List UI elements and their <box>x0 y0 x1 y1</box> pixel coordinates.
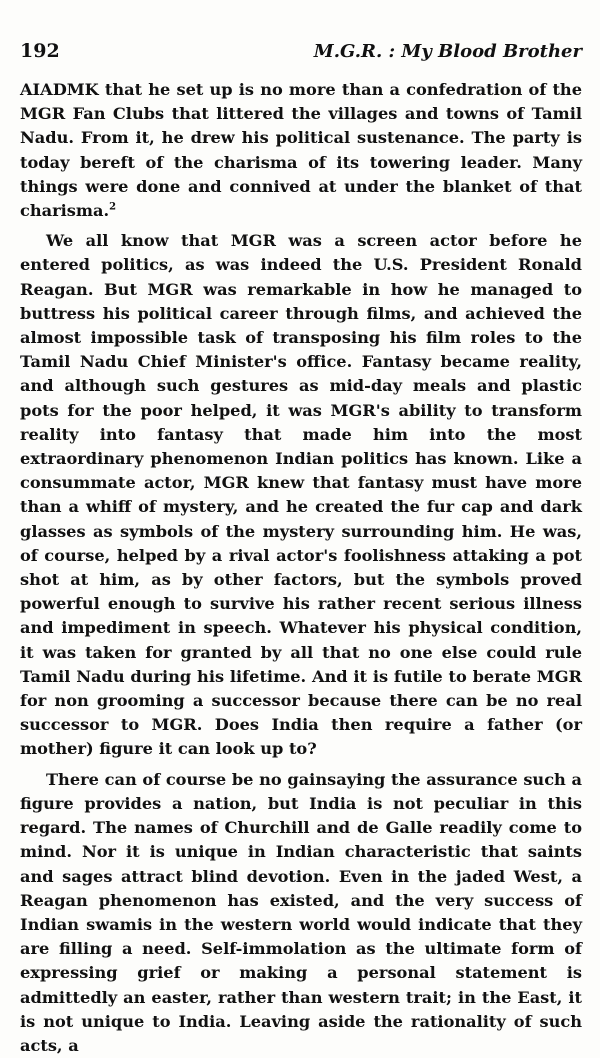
paragraph <box>20 768 582 1058</box>
paragraph-continued <box>20 78 582 223</box>
running-title: M.G.R. : My Blood Brother <box>313 41 582 62</box>
page-number: 192 <box>20 40 60 62</box>
body-text <box>20 78 582 1058</box>
paragraph-text: We all know that MGR was a screen actor before he entered politics, as was indeed the U.S. President Ronald Reagan. But MGR was remarkable in how he managed to buttress his political career through films, and achieved the almost impossible task of transposing his film roles to the Tamil Nadu Chief Minister's office. Fantasy became reality, and although such gestures as mid-day meals and plastic pots for the poor helped, it was MGR's ability to transform reality into fantasy that made him into the most extraordinary phenomenon Indian politics has known. Like a consummate actor, MGR knew that fantasy must have more than a whiff of mystery, and he created the fur cap and dark glasses as symbols of the mystery surrounding him. He was, of course, helped by a rival actor's foolishness attaking a pot shot at him, as by other factors, but the symbols proved powerful enough to survive his rather recent serious illness and impediment in speech. Whatever his physical condition, it was taken for granted by all that no one else could rule Tamil Nadu during his lifetime. And it is futile to berate MGR for non grooming a successor because there can be no real successor to MGR. Does India then require a father (or mother) figure it can look up to? <box>20 231 582 759</box>
paragraph <box>20 229 582 761</box>
footnote-reference: 2 <box>109 201 117 213</box>
page-header <box>20 40 582 78</box>
paragraph-text: There can of course be no gainsaying the assurance such a figure provides a nation, but India is not peculiar in this regard. The names of Churchill and de Galle readily come to mind. Nor it is unique in Indian characteristic that saints and sages attract blind devotion. Even in the jaded West, a Reagan phenomenon has existed, and the very success of Indian swamis in the western world would indicate that they are filling a need. Self-immolation as the ultimate form of expressing grief or making a personal statement is admittedly an easter, rather than western trait; in the East, it is not unique to India. Leaving aside the rationality of such acts, a <box>20 769 582 1055</box>
paragraph-text: AIADMK that he set up is no more than a confedration of the MGR Fan Clubs that littered the villages and towns of Tamil Nadu. From it, he drew his political sustenance. The party is today bereft of the charisma of its towering leader. Many things were done and connived at under the blanket of that charisma. <box>20 80 582 221</box>
